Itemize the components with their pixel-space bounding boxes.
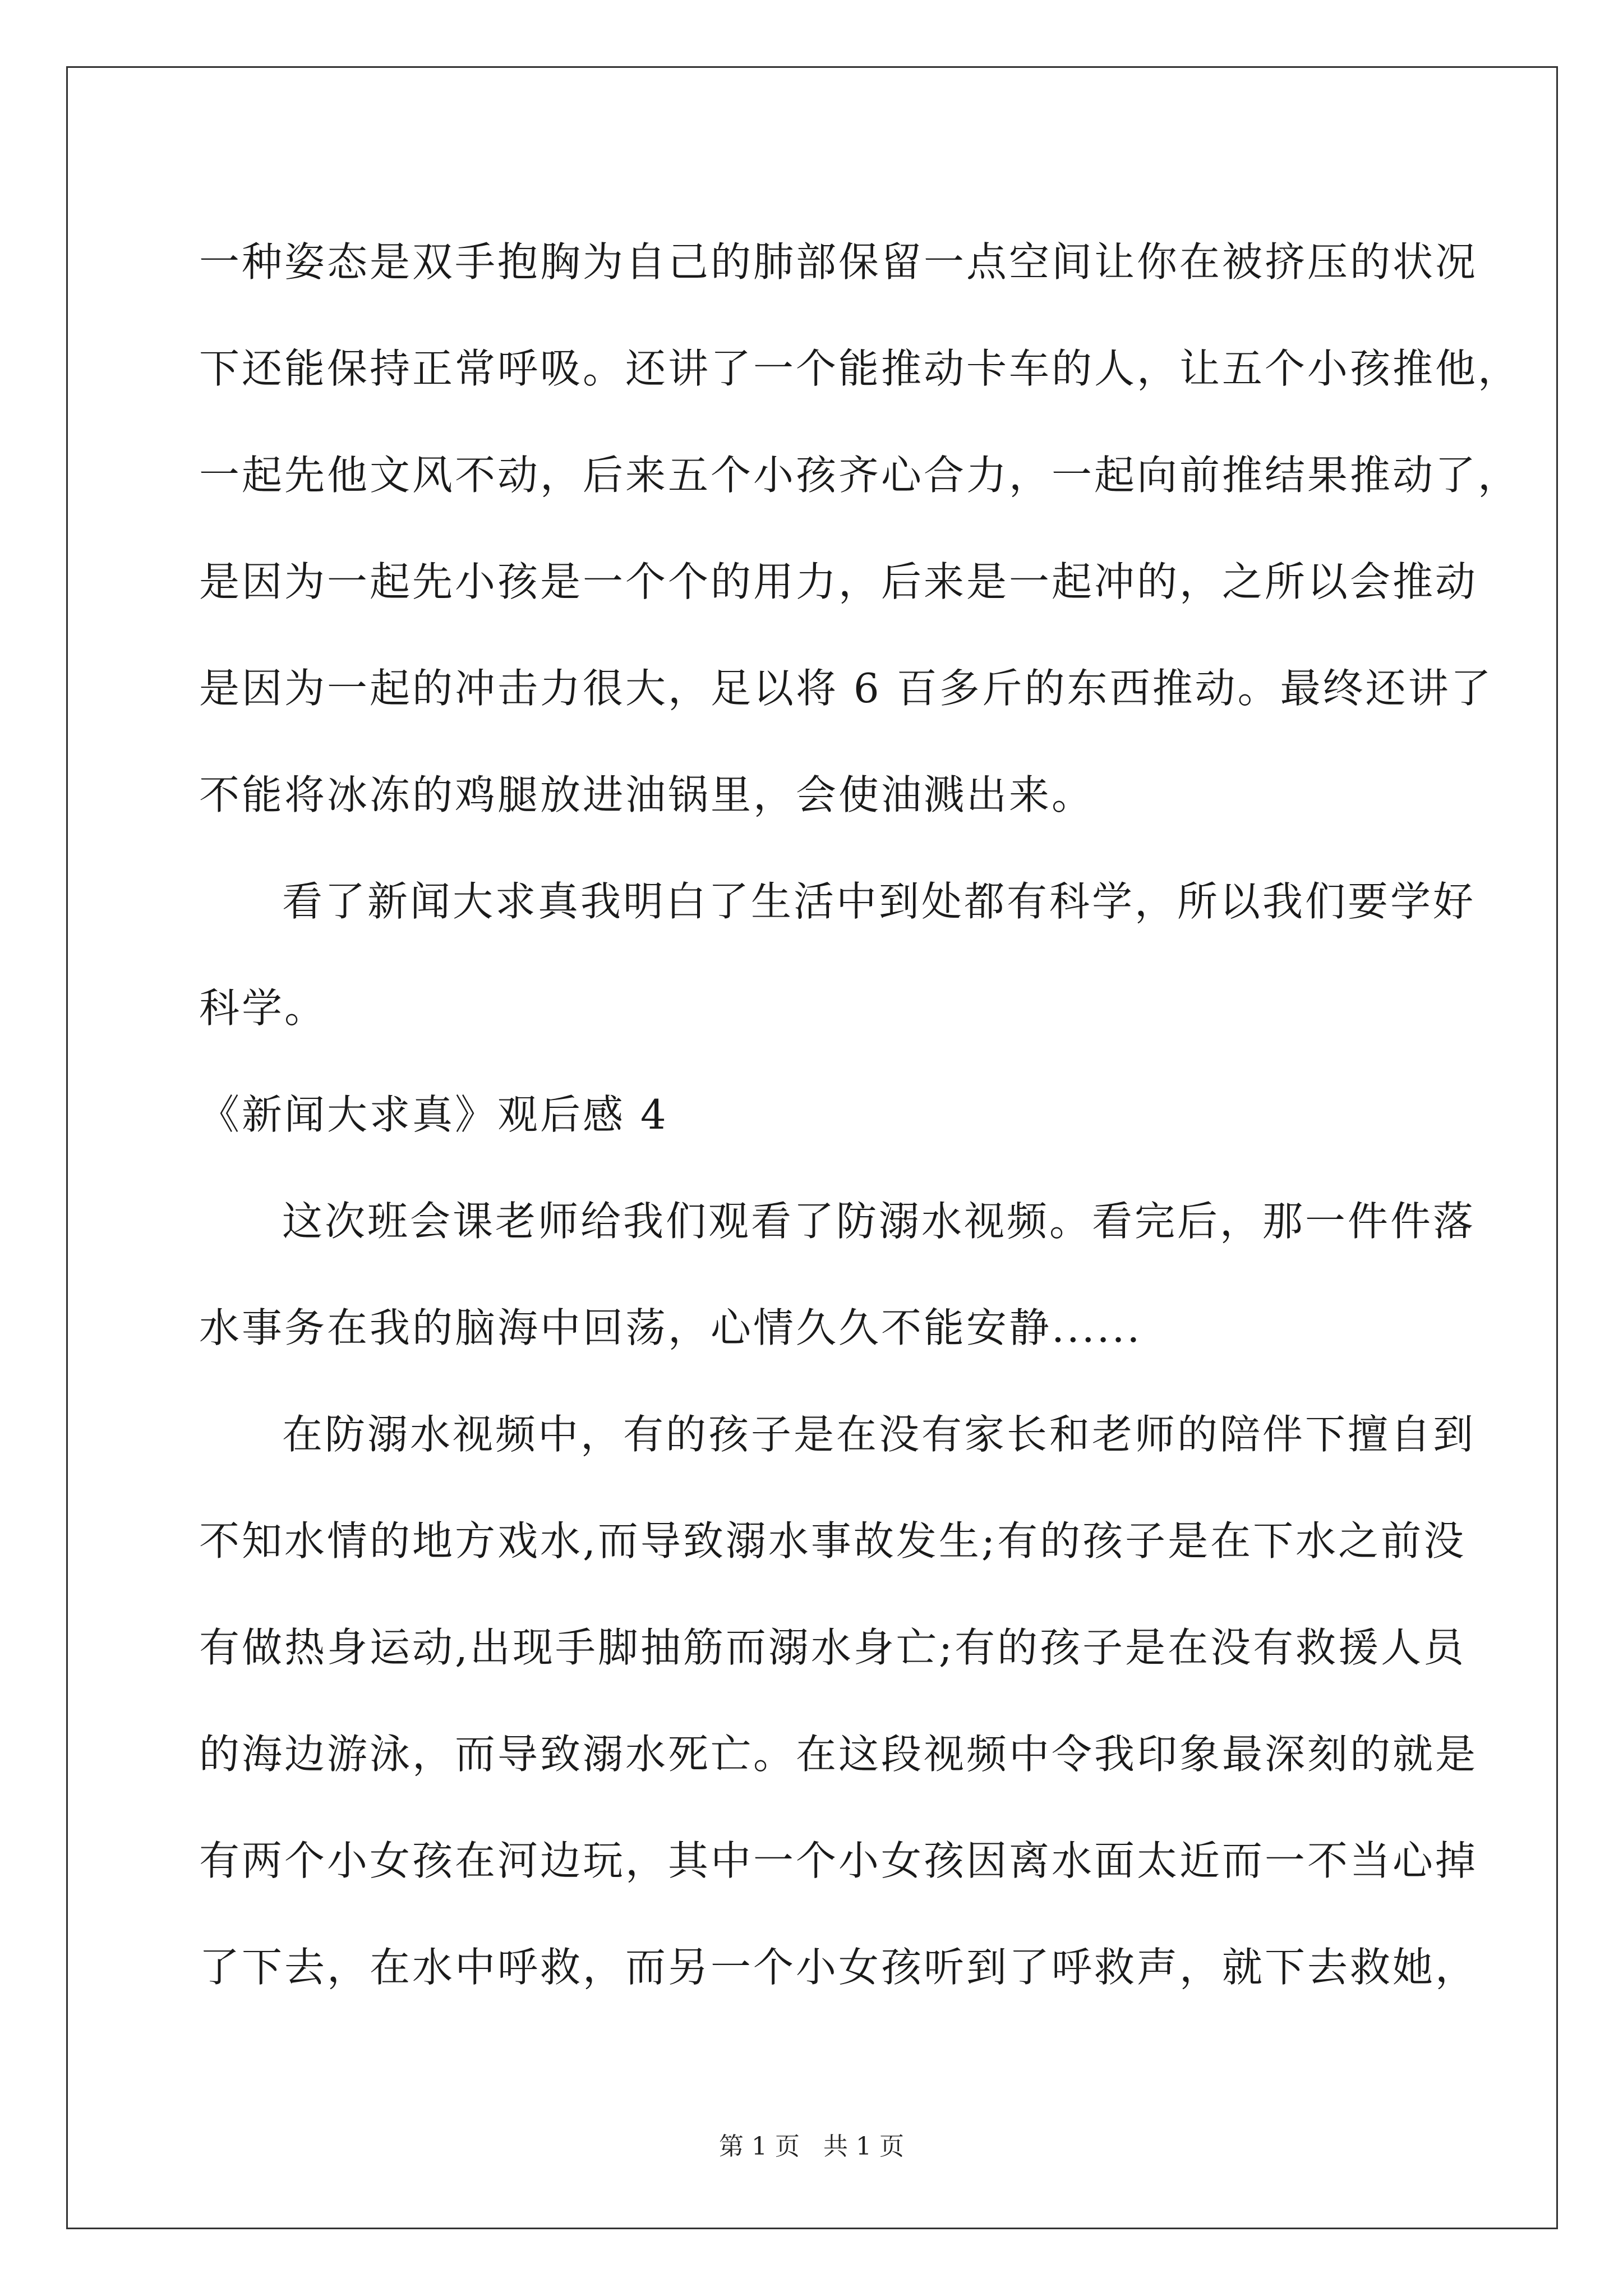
paragraph-line: 了下去，在水中呼救，而另一个小女孩听到了呼救声，就下去救她， — [199, 1944, 1478, 1991]
paragraph-line: 科学。 — [199, 984, 328, 1032]
paragraph-line: 一种姿态是双手抱胸为自己的肺部保留一点空间让你在被挤压的状况 — [199, 238, 1478, 286]
paragraph-line: 有两个小女孩在河边玩，其中一个小女孩因离水面太近而一不当心掉 — [199, 1837, 1478, 1884]
paragraph-line: 是因为一起先小孩是一个个的用力，后来是一起冲的，之所以会推动 — [199, 558, 1478, 605]
paragraph-line: 有做热身运动,出现手脚抽筋而溺水身亡;有的孩子是在没有救援人员 — [199, 1624, 1467, 1671]
paragraph-line: 一起先他文风不动，后来五个小孩齐心合力，一起向前推结果推动了， — [199, 452, 1521, 499]
paragraph-line: 水事务在我的脑海中回荡，心情久久不能安静...... — [199, 1304, 1142, 1351]
paragraph-line: 下还能保持正常呼吸。还讲了一个能推动卡车的人，让五个小孩推他， — [199, 345, 1521, 392]
paragraph-line: 不能将冰冻的鸡腿放进油锅里，会使油溅出来。 — [199, 771, 1095, 818]
section-heading: 《新闻大求真》观后感 4 — [199, 1091, 668, 1138]
page-number: 第 1 页 — [719, 2132, 800, 2161]
document-body — [199, 209, 1521, 2021]
paragraph-line: 的海边游泳，而导致溺水死亡。在这段视频中令我印象最深刻的就是 — [199, 1731, 1478, 1778]
paragraph-line: 在防溺水视频中，有的孩子是在没有家长和老师的陪伴下擅自到 — [282, 1411, 1476, 1458]
page-footer — [0, 2126, 1623, 2162]
paragraph-line: 是因为一起的冲击力很大，足以将 6 百多斤的东西推动。最终还讲了 — [199, 665, 1493, 712]
page-total: 共 1 页 — [823, 2132, 904, 2161]
paragraph-line: 这次班会课老师给我们观看了防溺水视频。看完后，那一件件落 — [282, 1198, 1476, 1245]
paragraph-line: 看了新闻大求真我明白了生活中到处都有科学，所以我们要学好 — [282, 878, 1476, 925]
paragraph-line: 不知水情的地方戏水,而导致溺水事故发生;有的孩子是在下水之前没 — [199, 1517, 1467, 1565]
